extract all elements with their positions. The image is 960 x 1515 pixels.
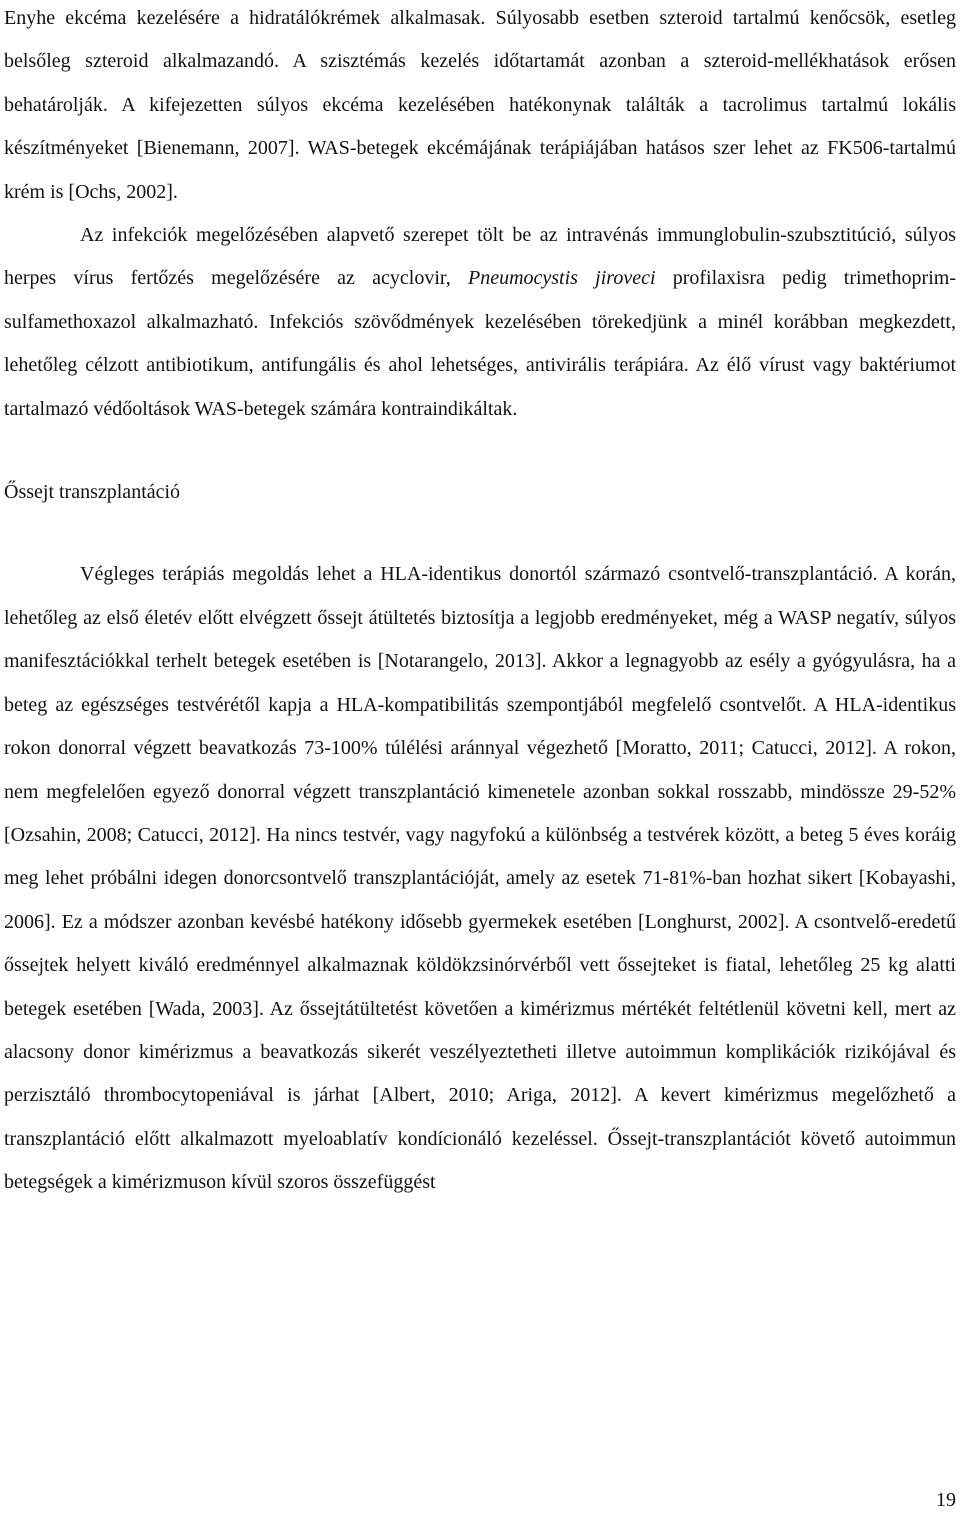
paragraph-infection-text-start: Az infekciók megelőzésében alapvető szerepet tölt be az intravénás immunglobulin-szubsztitúció, súlyos herpes vírus fertőzés megelőzésére az acyclovir, bbox=[4, 224, 956, 290]
paragraph-infection-prevention bbox=[4, 214, 956, 431]
paragraph-stem-cell-transplant: Végleges terápiás megoldás lehet a HLA-identikus donortól származó csontvelő-transzplantáció. A korán, lehetőleg az első életév előtt elvégzett őssejt átültetés biztosítja a legjobb eredményeket, még a WASP negatív, súlyos manifesztációkkal terhelt betegek esetében is [Notarangelo, 2013]. Akkor a legnagyobb az esély a gyógyulásra, ha a beteg az egészséges testvérétől kapja a HLA-kompatibilitás szempontjából megfelelő csontvelőt. A HLA-identikus rokon donorral végzett beavatkozás 73-100% túlélési aránnyal végezhető [Moratto, 2011; Catucci, 2012]. A rokon, nem megfelelően egyező donorral végzett transzplantáció kimenetele azonban sokkal rosszabb, mindössze 29-52% [Ozsahin, 2008; Catucci, 2012]. Ha nincs testvér, vagy nagyfokú a különbség a testvérek között, a beteg 5 éves koráig meg lehet próbálni idegen donorcsontvelő transzplantációját, amely az esetek 71-81%-ban hozhat sikert [Kobayashi, 2006]. Ez a módszer azonban kevésbé hatékony idősebb gyermekek esetében [Longhurst, 2002]. A csontvelő-eredetű őssejtek helyett kiváló eredménnyel alkalmaznak köldökzsinórvérből vett őssejteket is fiatal, lehetőleg 25 kg alatti betegek esetében [Wada, 2003]. Az őssejtátültetést követően a kimérizmus mértékét feltétlenül követni kell, mert az alacsony donor kimérizmus a beavatkozás sikerét veszélyeztetheti illetve autoimmun komplikációk rizikójával és perzisztáló thrombocytopeniával is járhat [Albert, 2010; Ariga, 2012]. A kevert kimérizmus megelőzhető a transzplantáció előtt alkalmazott myeloablatív kondícionáló kezeléssel. Őssejt-transzplantációt követő autoimmun betegségek a kimérizmuson kívül szoros összefüggést bbox=[4, 563, 956, 1194]
paragraph-infection-text-end: profilaxisra pedig trimethoprim-sulfamethoxazol alkalmazható. Infekciós szövődmények kezelésében törekedjünk a minél korábban megkezdett, lehetőleg célzott antibiotikum, antifungális és ahol lehetséges, antivirális terápiára. Az élő vírust vagy baktériumot tartalmazó védőoltások WAS-betegek számára kontraindikáltak. bbox=[4, 267, 956, 420]
paragraph-eczema-treatment: Enyhe ekcéma kezelésére a hidratálókrémek alkalmasak. Súlyosabb esetben szteroid tartalmú kenőcsök, esetleg belsőleg szteroid alkalmazandó. A szisztémás kezelés időtartamát azonban a szteroid-mellékhatások erősen behatárolják. A kifejezetten súlyos ekcéma kezelésében hatékonynak találták a tacrolimus tartalmú lokális készítményeket [Bienemann, 2007]. WAS-betegek ekcémájának terápiájában hatásos szer lehet az FK506-tartalmú krém is [Ochs, 2002]. bbox=[4, 7, 956, 203]
page-number: 19 bbox=[936, 1489, 956, 1511]
paragraph-infection-italic-term: Pneumocystis jiroveci bbox=[467, 267, 656, 290]
section-heading-stem-cell-transplant: Őssejt transzplantáció bbox=[4, 481, 181, 504]
